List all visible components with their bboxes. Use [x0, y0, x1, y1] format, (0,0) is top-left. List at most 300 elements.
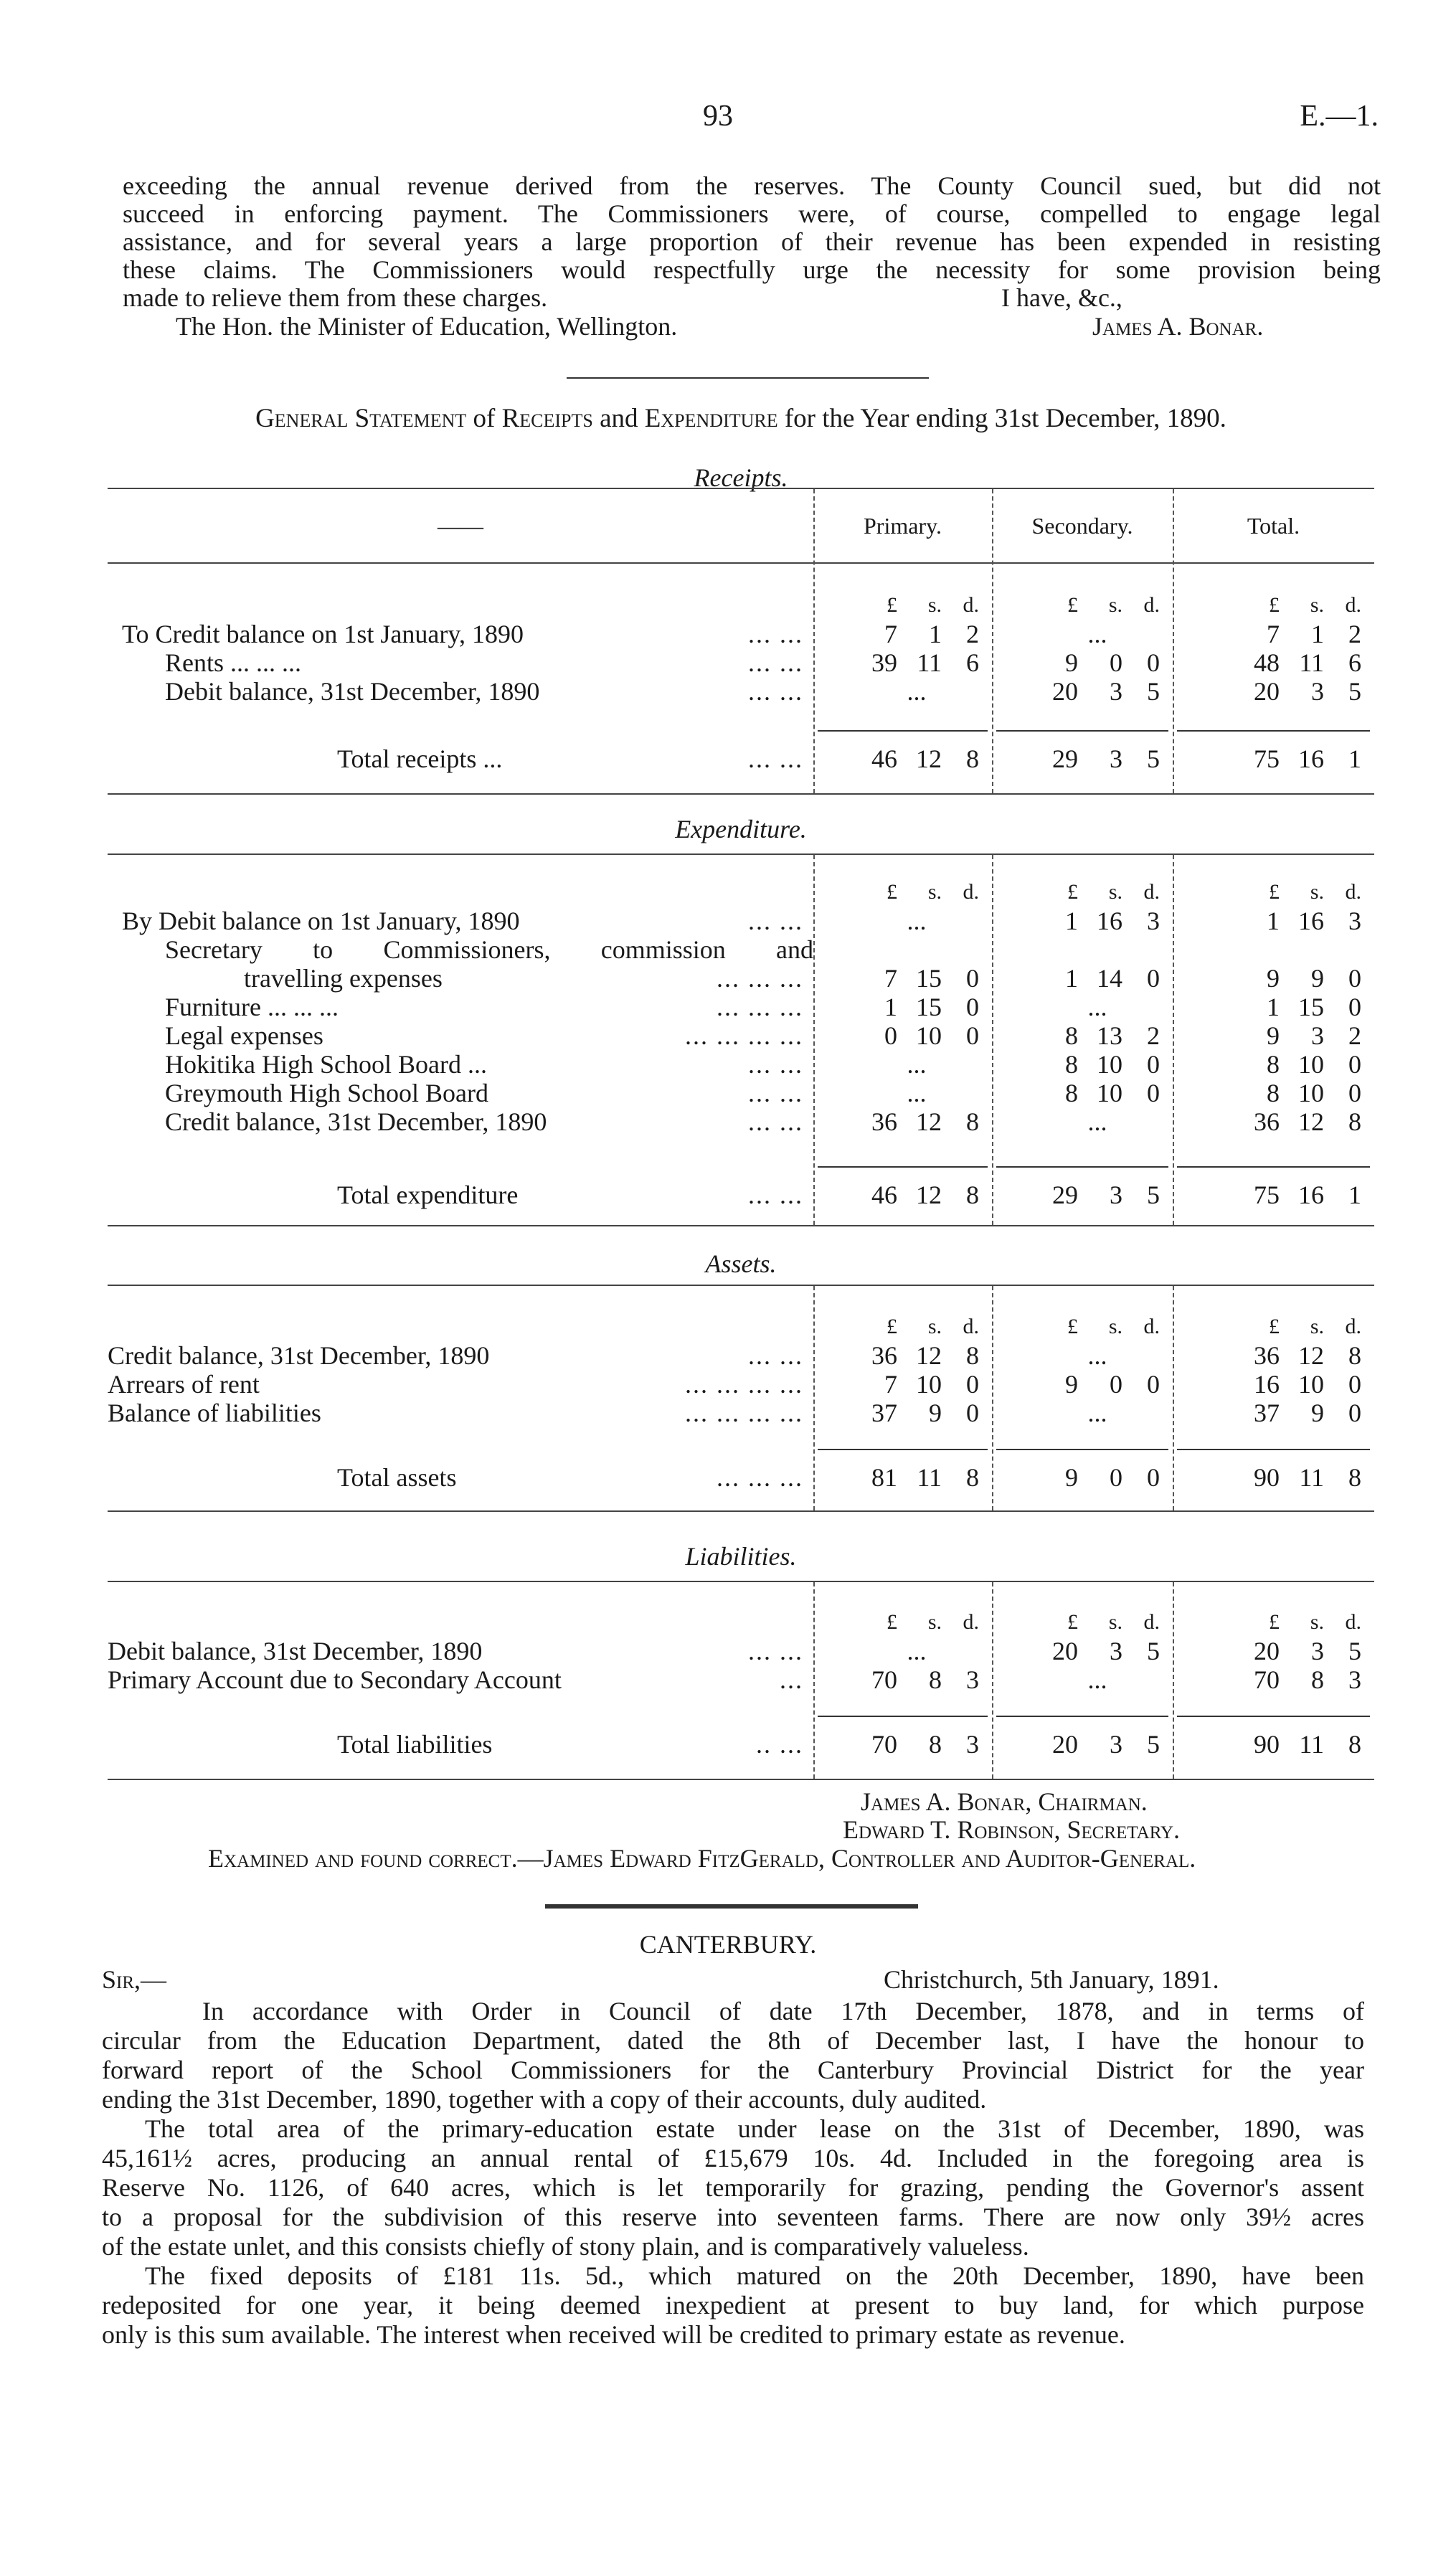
row-label	[108, 620, 813, 648]
amount-shillings: 8	[1311, 1665, 1324, 1694]
amount-pence: 0	[1147, 1463, 1160, 1492]
amount-pounds: 8	[1267, 1079, 1280, 1107]
amount-pounds: 20	[1254, 1637, 1280, 1665]
amount-pence: 0	[1147, 1050, 1160, 1079]
leader-dots: ...	[780, 1665, 803, 1694]
paragraph-line: redeposited for one year, it being deemed inexpedient at present to buy land, for which purpose	[102, 2291, 1364, 2319]
amount-pence: 1	[1348, 1181, 1361, 1209]
units-cell	[1173, 1608, 1374, 1637]
amount-pence: 6	[1348, 648, 1361, 677]
amount-shillings: 13	[1097, 1021, 1122, 1050]
amount-pounds: 7	[884, 964, 897, 993]
paragraph-line: Reserve No. 1126, of 640 acres, which is let temporarily for grazing, pending the Governor's assent	[102, 2173, 1364, 2202]
amount-shillings: 1	[929, 620, 942, 648]
secondary-amount	[992, 1021, 1173, 1050]
amount-shillings: 1	[1311, 620, 1324, 648]
amount-pounds: 90	[1254, 1463, 1280, 1492]
amount-pence: 0	[966, 1370, 979, 1399]
amount-pence: 3	[1348, 907, 1361, 935]
statement-title	[108, 403, 1374, 435]
unit-label: £	[1067, 593, 1078, 617]
units-cell	[1173, 878, 1374, 907]
amount-pounds: 29	[1052, 744, 1078, 773]
unit-label: £	[887, 1315, 897, 1338]
amount-pounds: 9	[1065, 1463, 1078, 1492]
unit-label: £	[887, 1610, 897, 1634]
primary-amount	[813, 1730, 992, 1759]
unit-label: s.	[927, 880, 942, 904]
row-label-text: Arrears of rent	[108, 1370, 260, 1399]
title-part: General Statement	[255, 404, 467, 433]
units-cell	[813, 591, 992, 620]
amount-shillings: 10	[1097, 1079, 1122, 1107]
amount-shillings: 11	[1299, 648, 1324, 677]
total-row	[108, 1463, 1374, 1492]
unit-label: s.	[1310, 593, 1324, 617]
primary-amount	[813, 1107, 992, 1136]
nil-amount: ...	[907, 907, 927, 935]
total-amount	[1173, 677, 1374, 706]
leader-dots: ... ...	[748, 1341, 803, 1370]
amount-pence: 0	[1348, 1079, 1361, 1107]
table-row	[108, 1341, 1374, 1370]
amount-pounds: 37	[871, 1399, 897, 1427]
secondary-amount	[992, 1079, 1173, 1107]
intro-line: these claims. The Commissioners would respectfully urge the necessity for some provision being	[123, 255, 1381, 284]
amount-pounds: 7	[884, 620, 897, 648]
amount-shillings: 15	[916, 964, 942, 993]
amount-shillings: 16	[1298, 744, 1324, 773]
row-label	[108, 1050, 813, 1079]
table-header-row	[108, 489, 1374, 564]
amount-pence: 0	[1147, 1370, 1160, 1399]
amount-pounds: 36	[1254, 1107, 1280, 1136]
unit-label: £	[1269, 1315, 1280, 1338]
unit-label: £	[1067, 1315, 1078, 1338]
row-label	[108, 1637, 813, 1665]
place-date: Christchurch, 5th January, 1891.	[884, 1965, 1219, 1994]
table-heading-0: Receipts.	[694, 463, 788, 492]
unit-label: d.	[1345, 593, 1361, 617]
amount-pence: 0	[966, 1399, 979, 1427]
unit-label: s.	[1310, 1315, 1324, 1338]
total-amount	[1173, 744, 1374, 773]
row-label-text: By Debit balance on 1st January, 1890	[122, 907, 520, 935]
amount-shillings: 12	[916, 1107, 942, 1136]
amount-shillings: 10	[1298, 1370, 1324, 1399]
row-label	[108, 907, 813, 935]
row-label	[108, 1463, 813, 1492]
primary-amount	[813, 1399, 992, 1427]
units-cell	[813, 878, 992, 907]
units-spacer	[108, 591, 813, 620]
row-label-text: Total assets	[337, 1463, 457, 1492]
amount-pence: 5	[1147, 677, 1160, 706]
table-heading-1: Expenditure.	[675, 815, 807, 843]
leader-dots: ... ...	[748, 677, 803, 706]
secondary-amount	[992, 907, 1173, 935]
total-amount	[1173, 648, 1374, 677]
secondary-amount	[992, 1341, 1173, 1370]
primary-amount	[813, 1050, 992, 1079]
amount-shillings: 10	[916, 1370, 942, 1399]
table-row	[108, 620, 1374, 648]
primary-amount	[813, 1665, 992, 1694]
unit-label: d.	[963, 1610, 979, 1634]
paragraph-line: to a proposal for the subdivision of this reserve into seventeen farms. There are now only 39½ acres	[102, 2203, 1364, 2231]
amount-pounds: 46	[871, 744, 897, 773]
amount-pence: 0	[1147, 648, 1160, 677]
leader-dots: ... ...	[748, 744, 803, 773]
amount-pence: 2	[1147, 1021, 1160, 1050]
amount-pounds: 8	[1065, 1021, 1078, 1050]
secondary-amount	[992, 1463, 1173, 1492]
unit-label: d.	[1345, 880, 1361, 904]
amount-pounds: 37	[1254, 1399, 1280, 1427]
paragraph-line: of the estate unlet, and this consists chiefly of stony plain, and is comparatively valueless.	[102, 2232, 1029, 2261]
amount-pounds: 1	[884, 993, 897, 1021]
unit-label: s.	[1108, 1610, 1122, 1634]
table-body	[108, 1582, 1374, 1779]
amount-pence: 1	[1348, 744, 1361, 773]
row-label	[108, 648, 813, 677]
primary-amount	[813, 620, 992, 648]
secondary-amount	[992, 1730, 1173, 1759]
row-label-text: Total liabilities	[337, 1730, 493, 1759]
leader-dots: ... ... ...	[717, 993, 803, 1021]
signatory-secretary: Edward T. Robinson, Secretary.	[843, 1815, 1181, 1844]
row-label-text: To Credit balance on 1st January, 1890	[122, 620, 524, 648]
unit-label: s.	[927, 1610, 942, 1634]
amount-pence: 8	[966, 744, 979, 773]
secondary-amount	[992, 1107, 1173, 1136]
amount-pounds: 81	[871, 1463, 897, 1492]
units-spacer	[108, 1313, 813, 1341]
total-amount	[1173, 1341, 1374, 1370]
amount-pounds: 36	[1254, 1341, 1280, 1370]
row-label	[108, 1107, 813, 1136]
amount-shillings: 3	[1311, 677, 1324, 706]
total-amount	[1173, 907, 1374, 935]
amount-pence: 0	[966, 964, 979, 993]
amount-shillings: 3	[1110, 1637, 1122, 1665]
primary-amount	[813, 1181, 992, 1209]
table-body	[108, 564, 1374, 793]
column-header-blank: ——	[438, 513, 483, 539]
primary-amount	[813, 744, 992, 773]
amount-shillings: 3	[1110, 744, 1122, 773]
amount-shillings: 0	[1110, 1370, 1122, 1399]
row-label	[108, 964, 813, 993]
amount-pounds: 75	[1254, 744, 1280, 773]
nil-amount: ...	[1087, 1341, 1107, 1370]
title-part: and	[592, 404, 645, 433]
secondary-amount	[992, 1050, 1173, 1079]
total-amount	[1173, 1370, 1374, 1399]
auditor-examination: Examined and found correct.—James Edward FitzGerald, Controller and Auditor-General.	[208, 1844, 1196, 1873]
table-row	[108, 1107, 1374, 1136]
table-row	[108, 1050, 1374, 1079]
total-amount	[1173, 964, 1374, 993]
row-label-text: travelling expenses	[244, 964, 443, 993]
total-amount	[1173, 1463, 1374, 1492]
amount-pence: 8	[1348, 1730, 1361, 1759]
sum-rule	[813, 1449, 1374, 1450]
table-row	[108, 935, 1374, 964]
unit-label: d.	[1143, 593, 1160, 617]
amount-pounds: 8	[1065, 1079, 1078, 1107]
unit-label: s.	[1108, 880, 1122, 904]
table-heading-2: Assets.	[705, 1249, 777, 1278]
nil-amount: ...	[907, 1050, 927, 1079]
units-cell	[1173, 1313, 1374, 1341]
leader-dots: ... ... ...	[717, 964, 803, 993]
amount-shillings: 12	[1298, 1341, 1324, 1370]
intro-paragraph	[123, 172, 1381, 312]
units-row	[108, 878, 1374, 907]
nil-amount: ...	[1087, 620, 1107, 648]
units-spacer	[108, 1608, 813, 1637]
amount-shillings: 3	[1110, 1181, 1122, 1209]
table-row	[108, 964, 1374, 993]
amount-pounds: 1	[1065, 964, 1078, 993]
amount-pence: 0	[1348, 964, 1361, 993]
table-row	[108, 1370, 1374, 1399]
total-amount	[1173, 1107, 1374, 1136]
intro-line: exceeding the annual revenue derived from the reserves. The County Council sued, but did not	[123, 171, 1381, 200]
secondary-amount	[992, 677, 1173, 706]
amount-shillings: 9	[1311, 1399, 1324, 1427]
amount-pounds: 70	[871, 1665, 897, 1694]
amount-pounds: 36	[871, 1107, 897, 1136]
total-amount	[1173, 1637, 1374, 1665]
secondary-amount	[992, 1181, 1173, 1209]
amount-pounds: 9	[1267, 964, 1280, 993]
thick-divider	[545, 1904, 918, 1909]
amount-pounds: 0	[884, 1021, 897, 1050]
total-row	[108, 744, 1374, 773]
unit-label: £	[887, 593, 897, 617]
row-label	[108, 1341, 813, 1370]
row-label	[108, 744, 813, 773]
table-row	[108, 993, 1374, 1021]
unit-label: £	[1067, 880, 1078, 904]
amount-shillings: 14	[1097, 964, 1122, 993]
amount-pounds: 9	[1065, 648, 1078, 677]
row-label-text: Total expenditure	[337, 1181, 519, 1209]
primary-amount	[813, 1021, 992, 1050]
unit-label: £	[1269, 1610, 1280, 1634]
primary-amount	[813, 677, 992, 706]
amount-pence: 5	[1147, 1637, 1160, 1665]
unit-label: s.	[1108, 1315, 1122, 1338]
amount-pence: 8	[1348, 1341, 1361, 1370]
unit-label: d.	[1345, 1610, 1361, 1634]
units-spacer	[108, 878, 813, 907]
nil-amount: ...	[907, 1079, 927, 1107]
amount-pounds: 8	[1267, 1050, 1280, 1079]
units-row	[108, 1313, 1374, 1341]
column-header-secondary: Secondary.	[1031, 513, 1133, 539]
sum-rule	[813, 730, 1374, 732]
paragraph-line: In accordance with Order in Council of date 17th December, 1878, and in terms of	[202, 1997, 1364, 2025]
secondary-amount	[992, 935, 1173, 964]
leader-dots: ... ... ... ...	[685, 1399, 803, 1427]
amount-shillings: 16	[1097, 907, 1122, 935]
row-label	[108, 677, 813, 706]
leader-dots: ... ...	[748, 1050, 803, 1079]
statement-table	[108, 853, 1374, 1226]
amount-shillings: 0	[1110, 648, 1122, 677]
primary-amount	[813, 935, 992, 964]
amount-pence: 2	[1348, 620, 1361, 648]
sum-rule	[813, 1716, 1374, 1717]
amount-shillings: 15	[916, 993, 942, 1021]
amount-pounds: 48	[1254, 648, 1280, 677]
statement-table	[108, 1581, 1374, 1780]
amount-pence: 0	[1348, 1399, 1361, 1427]
row-label	[108, 1665, 813, 1694]
unit-label: s.	[1310, 1610, 1324, 1634]
amount-pence: 0	[1348, 1050, 1361, 1079]
amount-pence: 5	[1348, 1637, 1361, 1665]
amount-pence: 8	[966, 1463, 979, 1492]
closing: I have, &c.,	[1001, 283, 1122, 312]
units-cell	[813, 1608, 992, 1637]
unit-label: d.	[963, 1315, 979, 1338]
amount-pence: 0	[966, 993, 979, 1021]
intro-line: assistance, and for several years a large proportion of their revenue has been expended in resisting	[123, 227, 1381, 256]
column-header-primary: Primary.	[863, 513, 942, 539]
unit-label: s.	[927, 1315, 942, 1338]
units-cell	[813, 1313, 992, 1341]
intro-line: made to relieve them from these charges.	[123, 283, 548, 312]
paragraph-line: The fixed deposits of £181 11s. 5d., which matured on the 20th December, 1890, have been	[145, 2261, 1364, 2290]
total-row	[108, 1181, 1374, 1209]
leader-dots: ... ...	[748, 648, 803, 677]
secondary-amount	[992, 1637, 1173, 1665]
unit-label: d.	[1143, 880, 1160, 904]
table-row	[108, 1399, 1374, 1427]
amount-pence: 0	[966, 1021, 979, 1050]
amount-shillings: 10	[1097, 1050, 1122, 1079]
row-label	[108, 1730, 813, 1759]
amount-pence: 5	[1348, 677, 1361, 706]
amount-shillings: 3	[1311, 1637, 1324, 1665]
addressee: The Hon. the Minister of Education, Wellington.	[176, 312, 678, 341]
paragraph-line: The total area of the primary-education estate under lease on the 31st of December, 1890, was	[145, 2114, 1364, 2143]
total-amount	[1173, 1050, 1374, 1079]
secondary-amount	[992, 648, 1173, 677]
amount-pounds: 46	[871, 1181, 897, 1209]
table-row	[108, 1665, 1374, 1694]
total-row	[108, 1730, 1374, 1759]
row-label-text: Furniture ... ... ...	[165, 993, 339, 1021]
unit-label: £	[1269, 593, 1280, 617]
amount-pence: 6	[966, 648, 979, 677]
amount-shillings: 12	[916, 1181, 942, 1209]
canterbury-body	[102, 1997, 1364, 2350]
salutation: Sir,—	[102, 1965, 167, 1994]
secondary-amount	[992, 993, 1173, 1021]
row-label-text: Credit balance, 31st December, 1890	[108, 1341, 490, 1370]
row-label	[108, 1079, 813, 1107]
statement-table	[108, 488, 1374, 795]
amount-pence: 2	[966, 620, 979, 648]
amount-shillings: 16	[1298, 907, 1324, 935]
amount-shillings: 11	[1299, 1730, 1324, 1759]
amount-shillings: 12	[916, 744, 942, 773]
primary-amount	[813, 1341, 992, 1370]
total-amount	[1173, 1181, 1374, 1209]
row-label-text: Total receipts ...	[337, 744, 503, 773]
primary-amount	[813, 993, 992, 1021]
unit-label: s.	[927, 593, 942, 617]
table-row	[108, 907, 1374, 935]
amount-pounds: 7	[884, 1370, 897, 1399]
divider	[567, 377, 929, 379]
leader-dots: .. ...	[756, 1730, 803, 1759]
amount-pence: 5	[1147, 1181, 1160, 1209]
leader-dots: ... ...	[748, 1637, 803, 1665]
table-row	[108, 1637, 1374, 1665]
unit-label: d.	[1143, 1315, 1160, 1338]
amount-pounds: 20	[1052, 1730, 1078, 1759]
amount-pence: 0	[1348, 1370, 1361, 1399]
total-amount	[1173, 1665, 1374, 1694]
amount-pounds: 1	[1267, 907, 1280, 935]
row-label-text: Rents ... ... ...	[165, 648, 302, 677]
total-amount	[1173, 620, 1374, 648]
amount-pence: 3	[966, 1665, 979, 1694]
amount-pounds: 8	[1065, 1050, 1078, 1079]
unit-label: d.	[1143, 1610, 1160, 1634]
row-label	[108, 1021, 813, 1050]
sum-rule	[813, 1166, 1374, 1168]
nil-amount: ...	[1087, 993, 1107, 1021]
units-cell	[992, 591, 1173, 620]
units-cell	[992, 1313, 1173, 1341]
unit-label: £	[887, 880, 897, 904]
units-cell	[1173, 591, 1374, 620]
amount-pounds: 20	[1052, 677, 1078, 706]
title-part: of	[466, 404, 502, 433]
primary-amount	[813, 907, 992, 935]
row-label-text: Primary Account due to Secondary Account	[108, 1665, 562, 1694]
primary-amount	[813, 1079, 992, 1107]
amount-shillings: 12	[916, 1341, 942, 1370]
amount-pounds: 29	[1052, 1181, 1078, 1209]
total-amount	[1173, 1399, 1374, 1427]
amount-pence: 8	[966, 1341, 979, 1370]
row-label	[108, 1399, 813, 1427]
units-cell	[992, 1608, 1173, 1637]
amount-pounds: 9	[1065, 1370, 1078, 1399]
amount-shillings: 3	[1110, 1730, 1122, 1759]
amount-pence: 8	[966, 1181, 979, 1209]
table-body	[108, 855, 1374, 1225]
row-label-text: Greymouth High School Board	[165, 1079, 488, 1107]
row-label-text: Credit balance, 31st December, 1890	[165, 1107, 547, 1136]
leader-dots: ... ... ...	[717, 1463, 803, 1492]
amount-shillings: 11	[1299, 1463, 1324, 1492]
amount-shillings: 16	[1298, 1181, 1324, 1209]
title-part: for the Year ending 31st December, 1890.	[777, 404, 1226, 433]
leader-dots: ... ...	[748, 1181, 803, 1209]
secondary-amount	[992, 620, 1173, 648]
row-label-text: Hokitika High School Board ...	[165, 1050, 487, 1079]
amount-pence: 3	[1147, 907, 1160, 935]
